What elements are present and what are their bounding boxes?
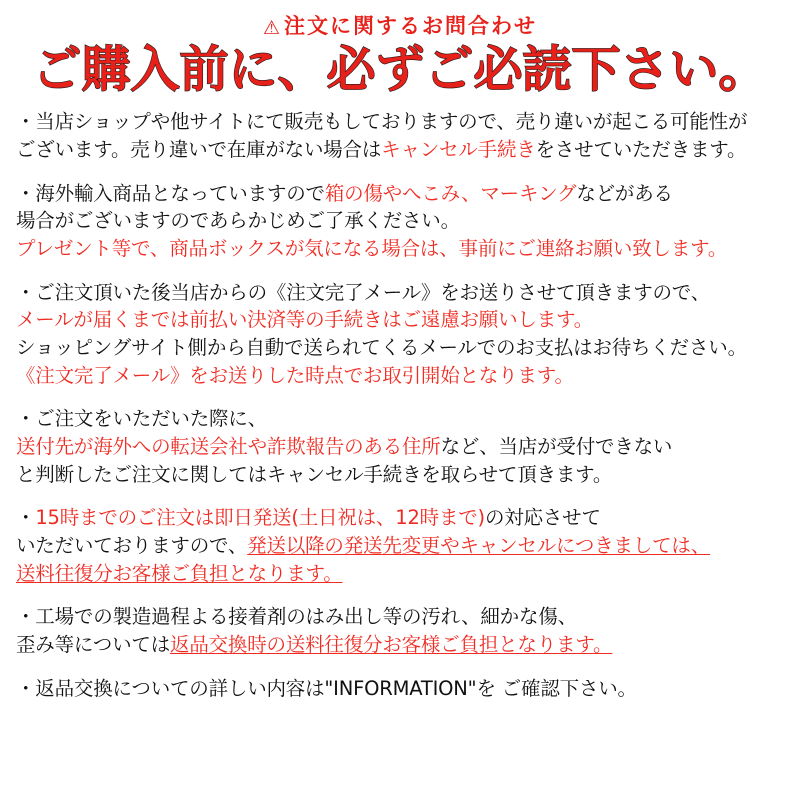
- notice-line: [16, 675, 784, 703]
- notice-text-segment: 発送以降の発送先変更やキャンセルにつきましては、: [247, 534, 711, 558]
- notice-line: [16, 334, 784, 362]
- page-title: ご購入前に、必ずご必読下さい。: [32, 40, 768, 98]
- notice-text-segment: ・当店ショップや他サイトにて販売もしておりますので、売り違いが起こる可能性が: [16, 110, 748, 134]
- notice-text-segment: など、当店が受付できない: [440, 435, 673, 459]
- notice-text-segment: などがある: [576, 181, 673, 205]
- notice-text-segment: ・工場での製造過程よる接着剤のはみ出し等の汚れ、細かな傷、: [16, 605, 577, 629]
- notice-paragraph: [16, 108, 784, 163]
- notice-line: [16, 560, 784, 588]
- notice-text-segment: 歪み等については: [16, 633, 171, 657]
- notice-line: [16, 235, 784, 263]
- notice-line: [16, 180, 784, 208]
- notice-line: [16, 532, 784, 560]
- notice-body: [16, 108, 784, 702]
- notice-text-segment: と判断したご注文に関してはキャンセル手続きを取らせて頂きます。: [16, 462, 613, 486]
- notice-line: [16, 504, 784, 532]
- notice-text-segment: の対応させて: [484, 506, 601, 530]
- notice-text-segment: 15時までのご注文は即日発送(土日祝は、12時まで): [35, 506, 485, 530]
- notice-paragraph: [16, 504, 784, 587]
- notice-paragraph: [16, 405, 784, 488]
- notice-text-segment: ・返品交換についての詳しい内容は"INFORMATION"を ご確認下さい。: [16, 676, 637, 700]
- notice-line: [16, 207, 784, 235]
- notice-text-segment: ・ご注文をいただいた際に、: [16, 407, 267, 431]
- notice-text-segment: プレゼント等で、商品ボックスが気になる場合は、事前にご連絡お願い致します。: [16, 236, 728, 260]
- notice-line: [16, 433, 784, 461]
- notice-text-segment: をさせていただきます。: [535, 137, 747, 161]
- notice-line: [16, 279, 784, 307]
- notice-paragraph: [16, 603, 784, 658]
- notice-text-segment: 場合がございますのであらかじめご了承ください。: [16, 209, 460, 233]
- notice-text-segment: キャンセル手続き: [381, 137, 536, 161]
- notice-paragraph: [16, 279, 784, 390]
- notice-line: [16, 136, 784, 164]
- notice-paragraph: [16, 675, 784, 703]
- notice-line: [16, 306, 784, 334]
- notice-text-segment: ございます。売り違いで在庫がない場合は: [16, 137, 382, 161]
- warning-triangle-icon: ⚠: [262, 17, 281, 39]
- notice-line: [16, 631, 784, 659]
- notice-header-text: 注文に関するお問合わせ: [284, 14, 538, 38]
- notice-text-segment: メールが届くまでは前払い決済等の手続きはご遠慮お願いします。: [16, 308, 594, 332]
- notice-text-segment: いただいておりますので、: [16, 534, 248, 558]
- notice-line: [16, 362, 784, 390]
- notice-text-segment: 箱の傷やへこみ、マーキング: [324, 181, 577, 205]
- notice-line: [16, 405, 784, 433]
- notice-line: [16, 461, 784, 489]
- notice-text-segment: 送料往復分お客様ご負担となります。: [16, 561, 343, 585]
- notice-header: [14, 14, 786, 40]
- notice-line: [16, 108, 784, 136]
- notice-text-segment: ・海外輸入商品となっていますので: [16, 181, 325, 205]
- notice-text-segment: ・: [16, 506, 36, 530]
- notice-paragraph: [16, 180, 784, 263]
- notice-text-segment: 送付先が海外への転送会社や詐欺報告のある住所: [16, 435, 441, 459]
- notice-line: [16, 603, 784, 631]
- notice-text-segment: ショッピングサイト側から自動で送られてくるメールでのお支払はお待ちください。: [16, 335, 747, 359]
- notice-text-segment: 《注文完了メール》をお送りした時点でお取引開始となります。: [16, 363, 574, 387]
- notice-text-segment: ・ご注文頂いた後当店からの《注文完了メール》をお送りさせて頂きますので、: [16, 280, 711, 304]
- notice-text-segment: 返品交換時の送料往復分お客様ご負担となります。: [170, 633, 613, 657]
